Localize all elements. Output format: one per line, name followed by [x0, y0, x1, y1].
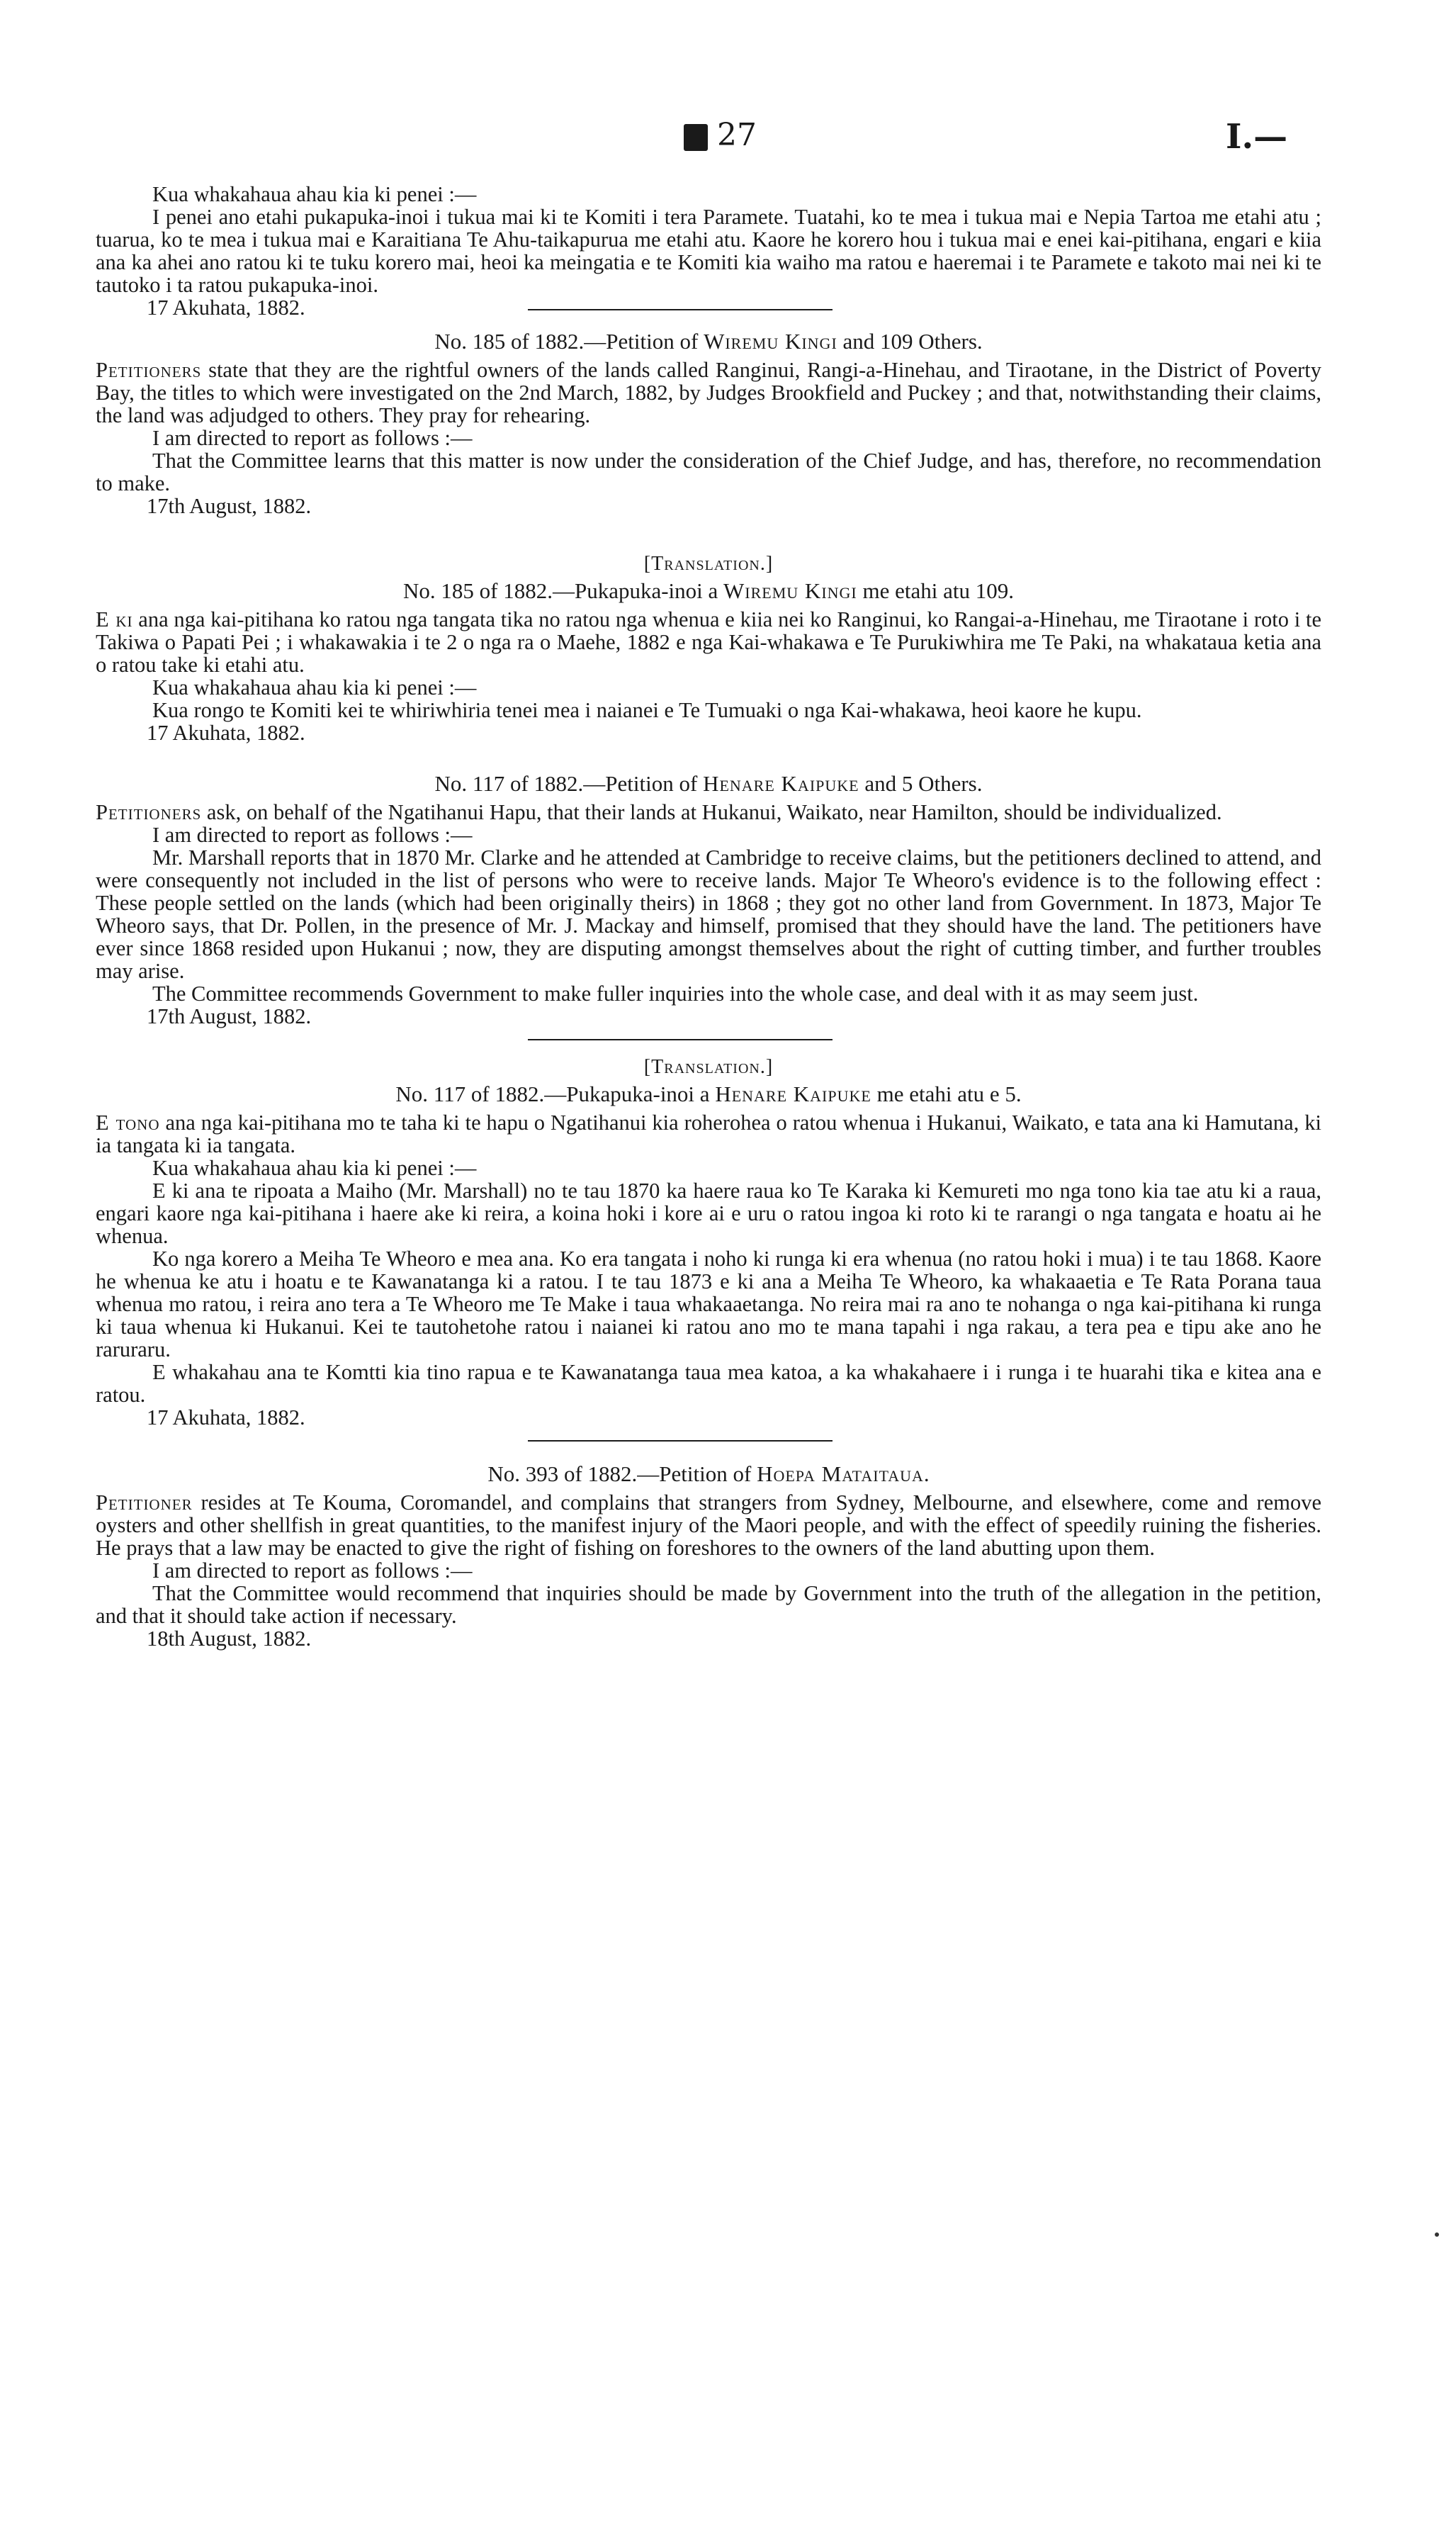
paragraph: Kua rongo te Komiti kei te whiriwhiria tenei mea i naianei e Te Tumuaki o nga Kai-whakawa, heoi kaore he kupu.: [152, 698, 1142, 722]
section-translation-185: [96, 553, 1321, 744]
petition-title: No. 185 of 1882.—Pukapuka-inoi a Wiremu Kingi me etahi atu 109.: [403, 578, 1014, 603]
paragraph: I am directed to report as follows :—: [152, 823, 473, 847]
date-line: 17th August, 1882.: [147, 494, 312, 518]
paragraph: Kua whakahaua ahau kia ki penei :—: [152, 1156, 477, 1180]
paragraph: Ko nga korero a Meiha Te Wheoro e mea ana. Ko era tangata i noho ki runga ki era whenua (no ratou hoki i mua) i te tau 1868. Kaore he whenua ke atu i hoatu e te Kawanatanga ki a ratou. I te tau 1873 e ki ana a Meiha Te Wheoro, ka whakaaetia e Te Rata Porana taua whenua mo ratou, i reira ano tera a Te Wheoro me Te Make i taua whakaaetanga. No reira mai ra ano te nohanga o nga kai-pitihana ki runga ki taua whenua ki Hukanui. Kei te tautohetohe ratou i naianei ki ratou ano mo te mana tapahi i nga rakau, a tera pea e tipu ake ano he raruraru.: [96, 1247, 1321, 1361]
paragraph: E whakahau ana te Komtti kia tino rapua e te Kawanatanga taua mea katoa, a ka whakahaere i i runga i te huarahi tika e kitea ana e ratou.: [96, 1360, 1321, 1407]
header-mark: [684, 124, 708, 151]
paragraph: I am directed to report as follows :—: [152, 426, 473, 450]
section-petition-117: [96, 773, 1321, 1040]
paragraph: E ki ana nga kai-pitihana ko ratou nga tangata tika no ratou nga whenua e kiia nei ko Ranginui, ko Rangai-a-Hinehau, me Tiraotane i roto i te Takiwa o Papati Pei ; i whakawakia i te 2 o nga ra o Maehe, 1882 e nga Kai-whakawa e Te Purukiwhira me Te Paki, na whakataua ketia ana o ratou take ki etahi atu.: [96, 607, 1321, 677]
paragraph: Petitioners ask, on behalf of the Ngatihanui Hapu, that their lands at Hukanui, Waikato, near Hamilton, should be individualized.: [96, 800, 1222, 824]
paragraph: E tono ana nga kai-pitihana mo te taha ki te hapu o Ngatihanui kia roherohea o ratou whenua i Hukanui, Waikato, e tata ana ki Hamutana, ki ia tangata ki ia tangata.: [96, 1111, 1322, 1157]
section-petition-393: [96, 1463, 1321, 1650]
ink-speck: [1435, 2232, 1439, 2237]
translation-heading: [Translation.]: [643, 553, 774, 575]
paragraph: Petitioners state that they are the rightful owners of the lands called Ranginui, Rangi-a-Hinehau, and Tiraotane, in the District of Poverty Bay, the titles to which were investigated on the 2nd March, 1882, by Judges Brookfield and Puckey ; and that, notwithstanding their claims, the land was adjudged to others. They pray for rehearing.: [96, 358, 1321, 427]
section-divider: [528, 309, 833, 310]
paragraph: I penei ano etahi pukapuka-inoi i tukua mai ki te Komiti i tera Paramete. Tuatahi, ko te mea i tukua mai e Nepia Tartoa me etahi atu ; tuarua, ko te mea i tukua mai e Karaitiana Te Ahu-taikapurua me etahi atu. Kaore he korero hou i tukua mai e enei kai-pitihana, engari e kiia ana ka ahei ano ratou ki te tuku korero mai, heoi ka meingatia e te Komiti kia waiho ma ratou e haeremai i te Paramete e takoto mai nei ki te tautoko i ta ratou pukapuka-inoi.: [96, 205, 1321, 297]
section-petition-185: [96, 330, 1321, 517]
date-line: 17 Akuhata, 1882.: [147, 1405, 305, 1429]
date-line: 17 Akuhata, 1882.: [147, 721, 305, 745]
paragraph: Mr. Marshall reports that in 1870 Mr. Clarke and he attended at Cambridge to receive claims, but the petitioners declined to attend, and were consequently not included in the list of persons who were to receive lands. Major Te Wheoro's evidence is to the following effect : These people settled on the lands (which had been originally theirs) in 1868 ; they got no other land from Government. In 1873, Major Te Wheoro says, that Dr. Pollen, in the presence of Mr. J. Mackay and himself, promised that they should have the land. The petitioners have ever since 1868 resided upon Hukanui ; now, they are disputing amongst themselves about the right of cutting timber, and further troubles may arise.: [96, 845, 1321, 983]
page-number: 27: [717, 117, 757, 153]
section-continued-translation: [96, 182, 1321, 320]
date-line: 17th August, 1882.: [147, 1004, 312, 1028]
paragraph: The Committee recommends Government to make fuller inquiries into the whole case, and deal with it as may seem just.: [152, 982, 1199, 1006]
section-divider: [528, 1039, 833, 1040]
section-translation-117: [96, 1056, 1321, 1442]
paragraph: That the Committee would recommend that inquiries should be made by Government into the truth of the allegation in the petition, and that it should take action if necessary.: [96, 1581, 1321, 1628]
date-line: 18th August, 1882.: [147, 1627, 312, 1651]
page-header: [0, 117, 1456, 167]
section-divider: [528, 1440, 833, 1442]
petition-title: No. 117 of 1882.—Pukapuka-inoi a Henare Kaipuke me etahi atu e 5.: [395, 1082, 1022, 1106]
paragraph: Kua whakahaua ahau kia ki penei :—: [152, 675, 477, 700]
translation-heading: [Translation.]: [643, 1056, 774, 1078]
petition-title: No. 393 of 1882.—Petition of Hoepa Mataitaua.: [487, 1461, 930, 1486]
petition-title: No. 185 of 1882.—Petition of Wiremu Kingi and 109 Others.: [434, 329, 983, 354]
paragraph: I am directed to report as follows :—: [152, 1558, 473, 1583]
paragraph: That the Committee learns that this matter is now under the consideration of the Chief Judge, and has, therefore, no recommendation to make.: [96, 449, 1321, 495]
page-body: [96, 183, 1321, 1650]
series-label: I.—: [1226, 117, 1288, 157]
paragraph: E ki ana te ripoata a Maiho (Mr. Marshall) no te tau 1870 ka haere raua ko Te Karaka ki Kemureti mo nga tono kia tae atu ki a raua, engari kaore nga kai-pitihana i haere ake ki reira, a koina hoki i kore ai e uru o ratou ingoa ki roto ki te rarangi o nga tangata e hoatu ai he whenua.: [96, 1179, 1321, 1248]
petition-title: No. 117 of 1882.—Petition of Henare Kaipuke and 5 Others.: [434, 771, 983, 796]
date-line: 17 Akuhata, 1882.: [147, 296, 305, 320]
paragraph: Kua whakahaua ahau kia ki penei :—: [152, 182, 477, 206]
paragraph: Petitioner resides at Te Kouma, Coromandel, and complains that strangers from Sydney, Melbourne, and elsewhere, come and remove oysters and other shellfish in great quantities, to the manifest injury of the Maori people, and with the effect of speedily ruining the fisheries. He prays that a law may be enacted to give the right of fishing on foreshores to the owners of the land abutting upon them.: [96, 1490, 1321, 1560]
